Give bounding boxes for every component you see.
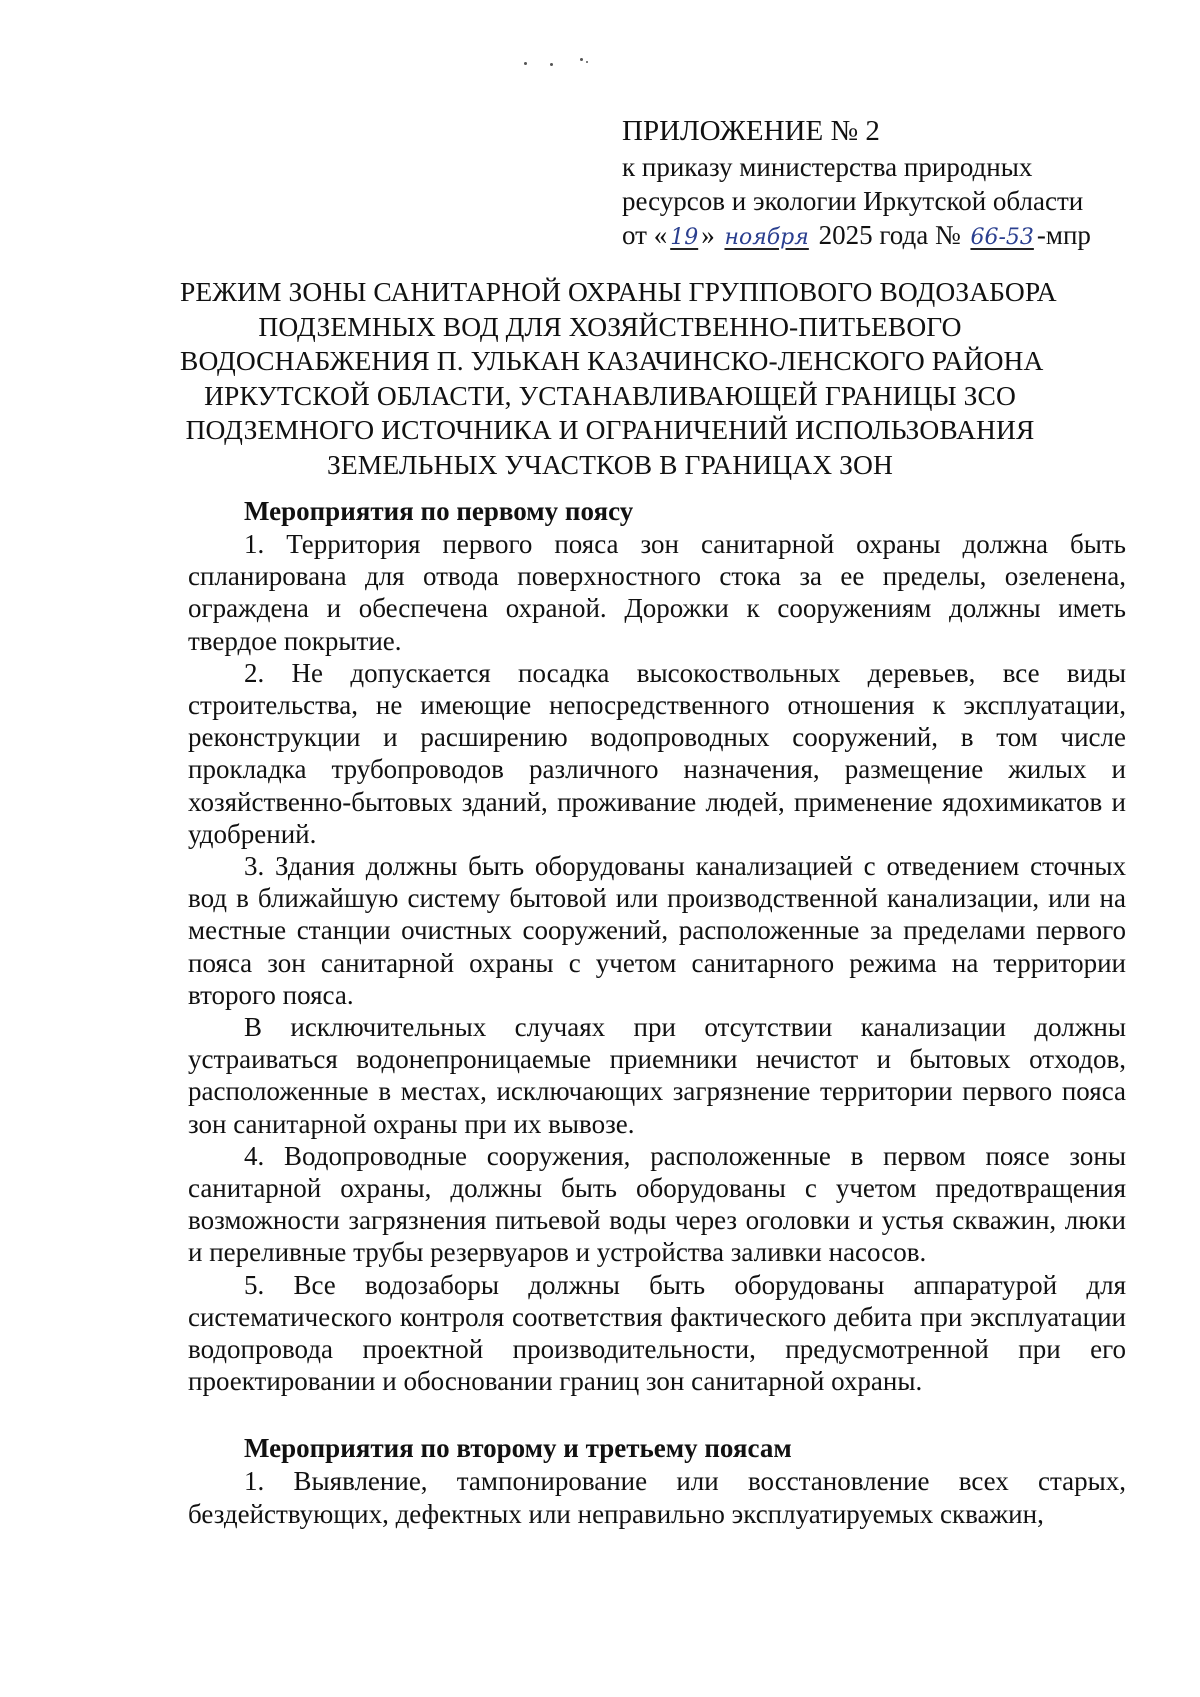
title-line: РЕЖИМ ЗОНЫ САНИТАРНОЙ ОХРАНЫ ГРУППОВОГО ВОДОЗАБОРА	[180, 276, 1057, 307]
appendix-date-line	[622, 218, 1182, 255]
title-line: ВОДОСНАБЖЕНИЯ П. УЛЬКАН КАЗАЧИНСКО-ЛЕНСКОГО РАЙОНА	[180, 345, 1044, 376]
paragraph: 5. Все водозаборы должны быть оборудованы аппаратурой для систематического контроля соответствия фактического дебита при эксплуатации водопровода проектной производительности, предусмотренной при его проектировании и обосновании границ зон санитарной охраны.	[188, 1269, 1126, 1397]
order-number-handwritten: 66-53	[970, 225, 1034, 250]
section-heading-first-zone: Мероприятия по первому поясу	[244, 496, 634, 526]
appendix-title: ПРИЛОЖЕНИЕ № 2	[622, 115, 880, 147]
title-line: ПОДЗЕМНОГО ИСТОЧНИКА И ОГРАНИЧЕНИЙ ИСПОЛЬЗОВАНИЯ	[185, 414, 1035, 445]
paragraph: 1. Выявление, тампонирование или восстановление всех старых, бездействующих, дефектных или неправильно эксплуатируемых скважин,	[188, 1466, 1126, 1529]
document-body	[188, 494, 1126, 1530]
paragraph: 4. Водопроводные сооружения, расположенные в первом поясе зоны санитарной охраны, должны быть оборудованы с учетом предотвращения возможности загрязнения питьевой воды через оголовки и устья скважин, люки и переливные трубы резервуаров и устройства заливки насосов.	[188, 1140, 1126, 1268]
paragraph: 2. Не допускается посадка высокоствольных деревьев, все виды строительства, не имеющие непосредственного отношения к эксплуатации, реконструкции и расширению водопроводных сооружений, в том числе прокладка трубопроводов различного назначения, размещение жилых и хозяйственно-бытовых зданий, проживание людей, применение ядохимикатов и удобрений.	[188, 657, 1126, 849]
appendix-line-1: к приказу министерства природных	[622, 152, 1033, 182]
date-prefix: от «	[622, 220, 668, 250]
title-line: ПОДЗЕМНЫХ ВОД ДЛЯ ХОЗЯЙСТВЕННО-ПИТЬЕВОГО	[258, 310, 962, 342]
paragraph: 3. Здания должны быть оборудованы канализацией с отведением сточных вод в ближайшую систему бытовой или производственной канализации, или на местные станции очистных сооружений, расположенные за пределами первого пояса зон санитарной охраны с учетом санитарного режима на территории второго пояса.	[188, 851, 1126, 1010]
document-title	[180, 275, 1057, 482]
section-spacer	[188, 1397, 1126, 1431]
title-line: ЗЕМЕЛЬНЫХ УЧАСТКОВ В ГРАНИЦАХ ЗОН	[327, 448, 893, 480]
section-heading-second-third-zones: Мероприятия по второму и третьему поясам	[244, 1433, 792, 1464]
paragraph: 1. Территория первого пояса зон санитарной охраны должна быть спланирована для отвода поверхностного стока за ее пределы, озеленена, ограждена и обеспечена охраной. Дорожки к сооружениям должны иметь твердое покрытие.	[188, 529, 1126, 656]
title-line: ИРКУТСКОЙ ОБЛАСТИ, УСТАНАВЛИВАЮЩЕЙ ГРАНИЦЫ ЗСО	[204, 379, 1016, 411]
paragraph: В исключительных случаях при отсутствии канализации должны устраиваться водонепроницаемые приемники нечистот и бытовых отходов, расположенные в местах, исключающих загрязнение территории первого пояса зон санитарной охраны при их вывозе.	[188, 1012, 1126, 1139]
date-month-handwritten: ноября	[724, 225, 809, 250]
date-mid: »	[701, 220, 715, 250]
order-suffix: -мпр	[1036, 220, 1091, 250]
date-year: 2025 года №	[818, 220, 961, 250]
appendix-line-2: ресурсов и экологии Иркутской области	[622, 186, 1084, 216]
date-day-handwritten: 19	[670, 225, 699, 250]
scan-specks	[520, 56, 610, 70]
appendix-block	[622, 112, 1182, 255]
